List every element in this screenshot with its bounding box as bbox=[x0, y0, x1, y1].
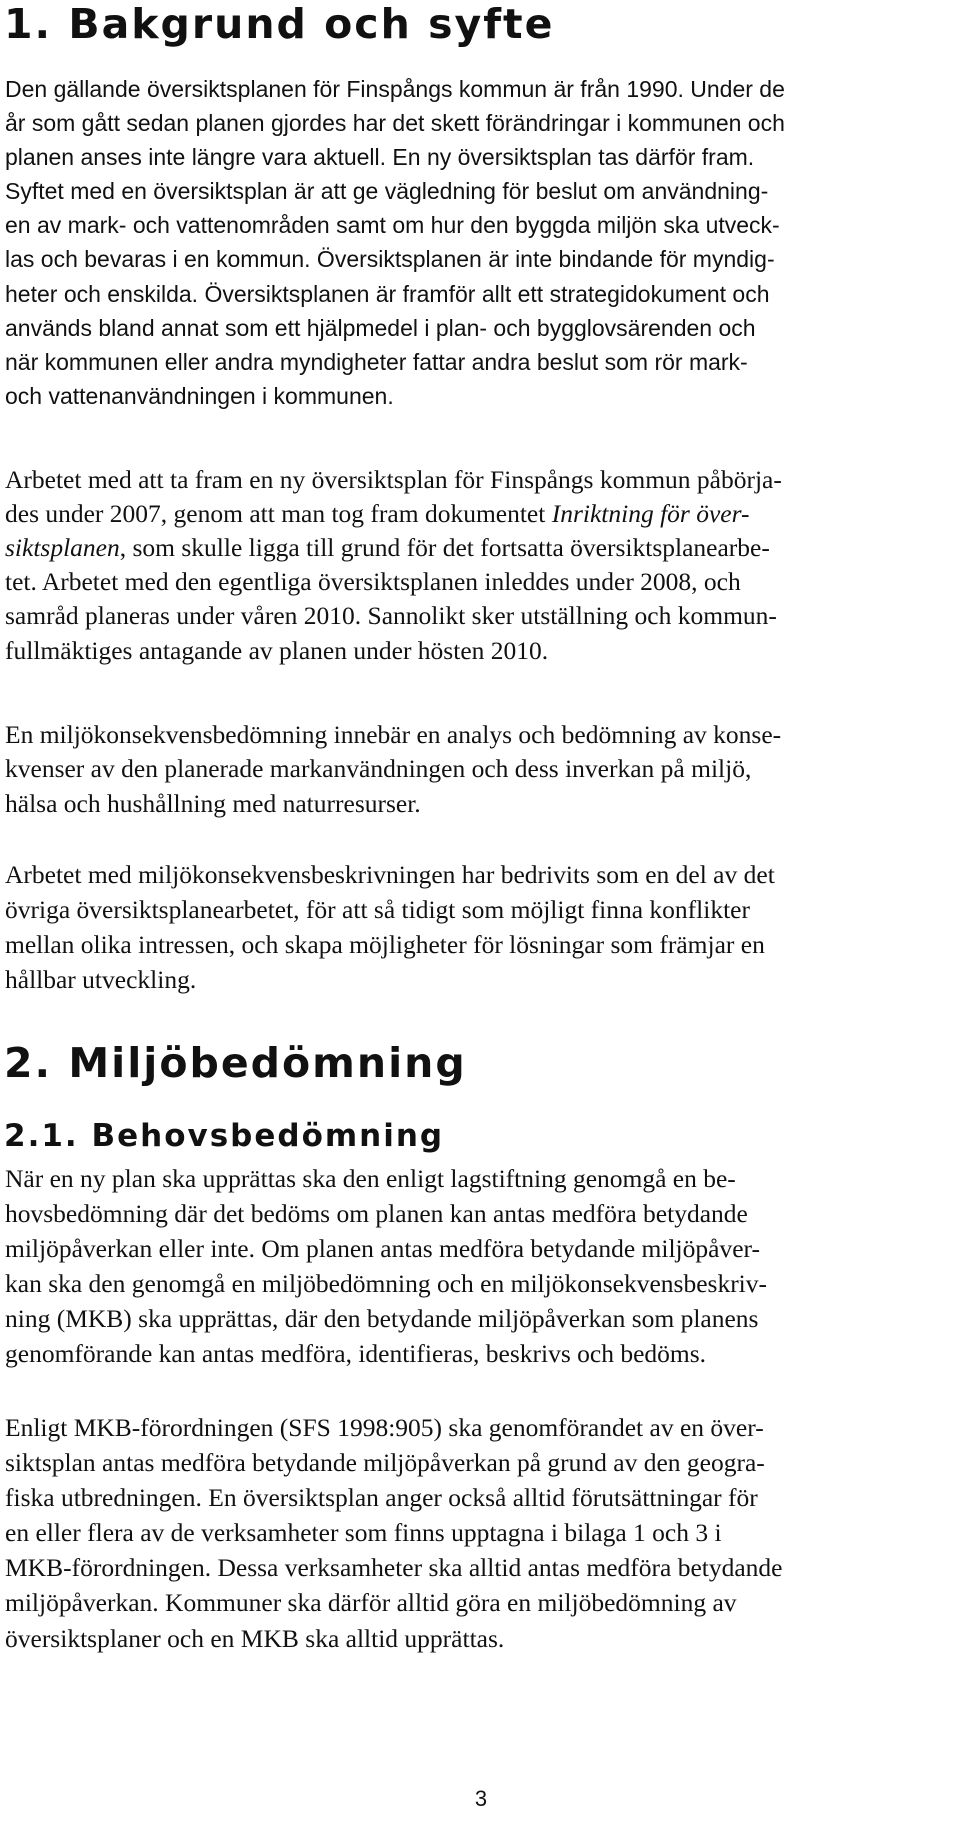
text-line: tet. Arbetet med den egentliga översiktsplanen inleddes under 2008, och bbox=[5, 567, 741, 596]
text-line: en av mark- och vattenområden samt om hur den byggda miljön ska utveck- bbox=[5, 212, 780, 238]
text-line: mellan olika intressen, och skapa möjligheter för lösningar som främjar en bbox=[5, 930, 765, 959]
heading-behovsbedomning: 2.1. Behovsbedömning bbox=[4, 1118, 445, 1154]
text-line: fullmäktiges antagande av planen under hösten 2010. bbox=[5, 636, 549, 665]
text-line: hälsa och hushållning med naturresurser. bbox=[5, 789, 421, 818]
text-line: översiktsplaner och en MKB ska alltid upprättas. bbox=[5, 1624, 505, 1653]
text-line: används bland annat som ett hjälpmedel i plan- och bygglovsärenden och bbox=[5, 315, 756, 341]
document-title-emphasis: Inriktning för över- bbox=[551, 499, 750, 528]
text-line: när kommunen eller andra myndigheter fattar andra beslut som rör mark- bbox=[5, 349, 748, 375]
text-line: övriga översiktsplanearbetet, för att så tidigt som möjligt finna konflikter bbox=[5, 895, 750, 924]
text-line: En miljökonsekvensbedömning innebär en analys och bedömning av konse- bbox=[5, 720, 782, 749]
text-line: När en ny plan ska upprättas ska den enligt lagstiftning genomgå en be- bbox=[5, 1164, 736, 1193]
text-line: genomförande kan antas medföra, identifieras, beskrivs och bedöms. bbox=[5, 1339, 707, 1368]
text-line: heter och enskilda. Översiktsplanen är framför allt ett strategidokument och bbox=[5, 281, 770, 307]
text-line: en eller flera av de verksamheter som finns upptagna i bilaga 1 och 3 i bbox=[5, 1518, 722, 1547]
text-line: kvenser av den planerade markanvändningen och dess inverkan på miljö, bbox=[5, 754, 752, 783]
text-line: samråd planeras under våren 2010. Sannolikt sker utställning och kommun- bbox=[5, 601, 777, 630]
heading-miljobedomning: 2. Miljöbedömning bbox=[4, 1039, 467, 1087]
text-line: las och bevaras i en kommun. Översiktsplanen är inte bindande för myndig- bbox=[5, 246, 775, 272]
text-line: kan ska den genomgå en miljöbedömning och en miljökonsekvensbeskriv- bbox=[5, 1269, 768, 1298]
text-line: år som gått sedan planen gjordes har det skett förändringar i kommunen och bbox=[5, 110, 785, 136]
text-line: planen anses inte längre vara aktuell. En ny översiktsplan tas därför fram. bbox=[5, 144, 755, 170]
document-title-emphasis: siktsplanen bbox=[5, 533, 120, 562]
heading-bakgrund-och-syfte: 1. Bakgrund och syfte bbox=[4, 0, 555, 48]
text-line: miljöpåverkan. Kommuner ska därför alltid göra en miljöbedömning av bbox=[5, 1588, 737, 1617]
text-line: hovsbedömning där det bedöms om planen kan antas medföra betydande bbox=[5, 1199, 748, 1228]
text-line: Den gällande översiktsplanen för Finspångs kommun är från 1990. Under de bbox=[5, 76, 785, 102]
text-span: des under 2007, genom att man tog fram dokumentet bbox=[5, 499, 552, 528]
text-line: hållbar utveckling. bbox=[5, 965, 197, 994]
page-number: 3 bbox=[474, 1786, 488, 1811]
text-line: Syftet med en översiktsplan är att ge vägledning för beslut om användning- bbox=[5, 178, 769, 204]
text-line: Arbetet med miljökonsekvensbeskrivningen har bedrivits som en del av det bbox=[5, 860, 775, 889]
text-line: MKB-förordningen. Dessa verksamheter ska alltid antas medföra betydande bbox=[5, 1553, 783, 1582]
text-line bbox=[5, 497, 750, 531]
text-line: Enligt MKB-förordningen (SFS 1998:905) ska genomförandet av en över- bbox=[5, 1413, 764, 1442]
text-span: , som skulle ligga till grund för det fortsatta översiktsplanearbe- bbox=[119, 533, 770, 562]
text-line: miljöpåverkan eller inte. Om planen antas medföra betydande miljöpåver- bbox=[5, 1234, 761, 1263]
text-line: fiska utbredningen. En översiktsplan anger också alltid förutsättningar för bbox=[5, 1483, 758, 1512]
text-line: Arbetet med att ta fram en ny översiktsplan för Finspångs kommun påbörja- bbox=[5, 465, 782, 494]
text-line: siktsplan antas medföra betydande miljöpåverkan på grund av den geogra- bbox=[5, 1448, 765, 1477]
text-line: och vattenanvändningen i kommunen. bbox=[5, 383, 394, 409]
text-line: ning (MKB) ska upprättas, där den betydande miljöpåverkan som planens bbox=[5, 1304, 759, 1333]
text-line bbox=[5, 531, 770, 565]
